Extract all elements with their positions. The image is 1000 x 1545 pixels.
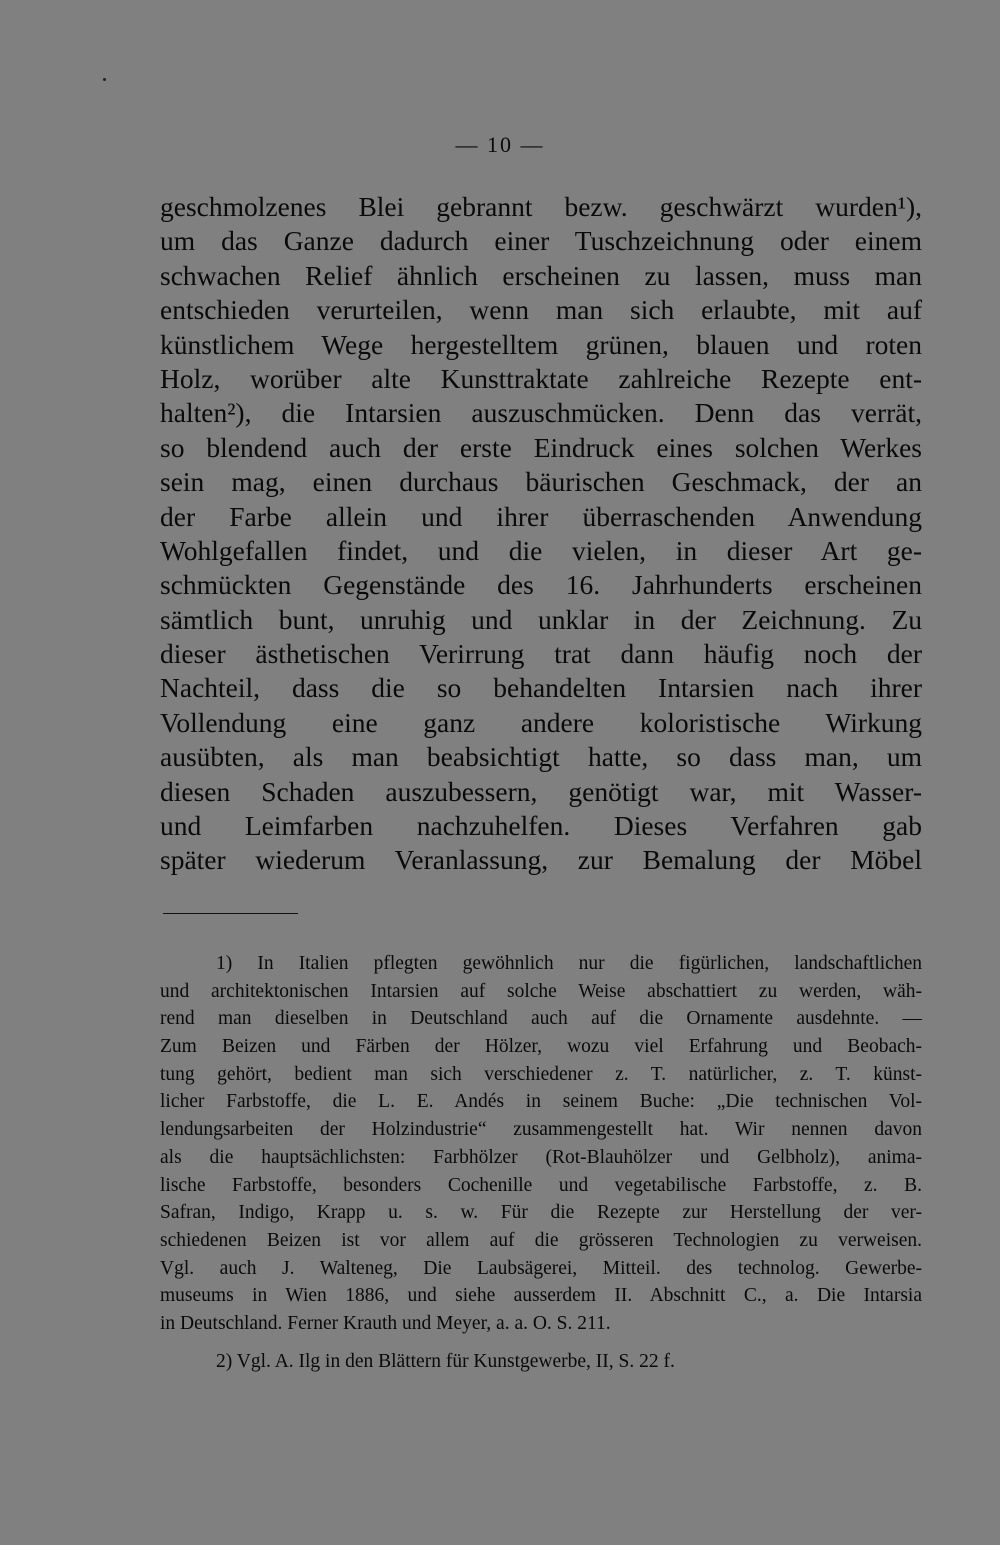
body-line: Holz, worüber alte Kunsttraktate zahlreiche Rezepte ent- (160, 362, 922, 394)
footnote-1-line: lendungsarbeiten der Holzindustrie“ zusammengestellt hat. Wir nennen davon (160, 1119, 922, 1141)
footnote-1-line: und architektonischen Intarsien auf solche Weise abschattiert zu werden, wäh- (160, 980, 922, 1002)
body-line: schwachen Relief ähnlich erscheinen zu lassen, muss man (160, 259, 922, 291)
body-line: und Leimfarben nachzuhelfen. Dieses Verfahren gab (160, 810, 922, 842)
footnotes (160, 950, 922, 1375)
body-line: dieser ästhetischen Verirrung trat dann häufig noch der (160, 638, 922, 670)
body-line: sämtlich bunt, unruhig und unklar in der Zeichnung. Zu (160, 603, 922, 635)
footnote-1-line: rend man dieselben in Deutschland auch auf die Ornamente ausdehnte. — (160, 1008, 922, 1030)
body-line: schmückten Gegenstände des 16. Jahrhunderts erscheinen (160, 569, 922, 601)
footnote-1-line: lische Farbstoffe, besonders Cochenille und vegetabilische Farbstoffe, z. B. (160, 1174, 922, 1196)
body-text (160, 190, 922, 878)
body-line: künstlichem Wege hergestelltem grünen, blauen und roten (160, 328, 922, 360)
footnote-1-line: 1) In Italien pflegten gewöhnlich nur die figürlichen, landschaftlichen (216, 953, 922, 974)
footnote-1-line: Zum Beizen und Färben der Hölzer, wozu viel Erfahrung und Beobach- (160, 1036, 922, 1058)
body-line: ausübten, als man beabsichtigt hatte, so dass man, um (160, 741, 922, 773)
body-line: so blendend auch der erste Eindruck eines solchen Werkes (160, 431, 922, 463)
page-number: — 10 — (455, 132, 545, 157)
footnote-gap (160, 1338, 922, 1348)
footnote-1-line: licher Farbstoffe, die L. E. Andés in seinem Buche: „Die technischen Vol- (160, 1091, 922, 1113)
footnote-1-line: in Deutschland. Ferner Krauth und Meyer, a. a. O. S. 211. (160, 1312, 611, 1334)
footnote-2: 2) Vgl. A. Ilg in den Blättern für Kunstgewerbe, II, S. 22 f. (216, 1350, 675, 1372)
footnote-1-line: schiedenen Beizen ist vor allem auf die grösseren Technologien zu verweisen. (160, 1229, 922, 1251)
body-line: entschieden verurteilen, wenn man sich erlaubte, mit auf (160, 294, 922, 326)
footnote-separator (163, 913, 298, 914)
body-line: sein mag, einen durchaus bäurischen Geschmack, der an (160, 466, 922, 498)
body-line: halten²), die Intarsien auszuschmücken. Denn das verrät, (160, 397, 922, 429)
body-line: diesen Schaden auszubessern, genötigt war, mit Wasser- (160, 775, 922, 807)
body-line: um das Ganze dadurch einer Tuschzeichnung oder einem (160, 225, 922, 257)
body-line: später wiederum Veranlassung, zur Bemalung der Möbel (160, 844, 922, 876)
body-line: geschmolzenes Blei gebrannt bezw. geschwärzt wurden¹), (160, 191, 922, 222)
body-line: Wohlgefallen findet, und die vielen, in dieser Art ge- (160, 534, 922, 566)
footnote-1-line: als die hauptsächlichsten: Farbhölzer (Rot-Blauhölzer und Gelbholz), anima- (160, 1146, 922, 1168)
footnote-1-line: Vgl. auch J. Walteneg, Die Laubsägerei, Mitteil. des technolog. Gewerbe- (160, 1257, 922, 1279)
footnote-1-line: Safran, Indigo, Krapp u. s. w. Für die Rezepte zur Herstellung der ver- (160, 1202, 922, 1224)
footnote-1-line: tung gehört, bedient man sich verschiedener z. T. natürlicher, z. T. künst- (160, 1063, 922, 1085)
body-line: Nachteil, dass die so behandelten Intarsien nach ihrer (160, 672, 922, 704)
footnote-1-line: museums in Wien 1886, und siehe ausserdem II. Abschnitt C., a. Die Intarsia (160, 1285, 922, 1307)
scan-speck (103, 78, 106, 81)
body-line: Vollendung eine ganz andere koloristische Wirkung (160, 706, 922, 738)
body-line: der Farbe allein und ihrer überraschenden Anwendung (160, 500, 922, 532)
